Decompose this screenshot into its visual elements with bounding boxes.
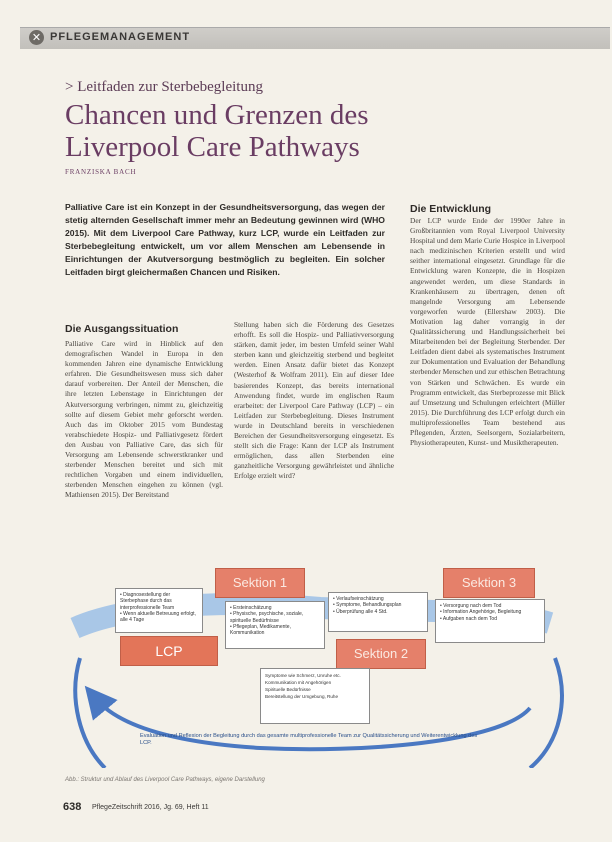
right-arrow bbox=[530, 658, 562, 768]
section-label: PFLEGEMANAGEMENT bbox=[50, 31, 191, 43]
section-3-badge: Sektion 3 bbox=[443, 568, 535, 598]
column-3-text: Der LCP wurde Ende der 1990er Jahre in Großbritannien vom Royal Liverpool University Hospital und dem Marie Curie Hospice in Liverpool nach medizinischen Kriterien erstellt und wird seither international eingesetzt. Grundlage für die Entwicklung waren Konzepte, die in Hospizen angewendet werden, um diese Standards in Krankenhäusern zu übertragen, denen oft mangelnde Versorgung am Lebensende vorgeworfen wurde (Ellershaw 2003). Die Motivation lag daher vorrangig in der Qualitätssicherung und Handlungssicherheit bei Mitarbeitenden bei der Begleitung Sterbender. Der Leitfaden dient dabei als systematisches Instrument zur Dokumentation und Evaluation der Behandlung sterbender Menschen und zur ethischen Betrachtung von Stärken und Schwächen. Es wurde ein Programm entwickelt, das Sterbeprozesse mit Blick auf Umsetzung und Schulungen erleichtert (Müller 2015). Die Durchführung des LCP erfolgt durch ein multiprofessionelles Team bestehend aus Pflegenden, Ärzten, Seelsorgern, Sozialarbeitern, Physiotherapeuten, Kunst- und Musiktherapeuten. bbox=[410, 216, 565, 448]
x-circle-icon: ✕ bbox=[29, 30, 44, 45]
legend-item: Bereitstellung der Umgebung, Ruhe bbox=[265, 694, 339, 699]
title-line-1: Chancen und Grenzen des bbox=[65, 99, 369, 131]
lcp-badge: LCP bbox=[120, 636, 218, 666]
box-diagnose: • Diagnosestellung der Sterbephase durch das interprofessionelle Team • Wenn aktuelle Betreuung erfolgt, alle 4 Tage bbox=[115, 588, 203, 633]
author-byline: FRANZISKA BACH bbox=[65, 168, 137, 176]
page-number: 638 bbox=[63, 801, 82, 813]
left-arrow bbox=[75, 658, 105, 768]
article-kicker: > Leitfaden zur Sterbebegleitung bbox=[65, 79, 263, 95]
lcp-diagram bbox=[60, 568, 570, 768]
legend-item: Kommunikation mit Angehörigen bbox=[265, 680, 332, 685]
journal-info: PflegeZeitschrift 2016, Jg. 69, Heft 11 bbox=[92, 804, 209, 811]
legend-item: Symptome wie Schmerz, Unruhe etc. bbox=[265, 673, 341, 678]
box-versorgung-nach-tod: • Versorgung nach dem Tod • Information Angehörige, Begleitung • Aufgaben nach dem Tod bbox=[435, 599, 545, 643]
box-verlaufseinschaetzung: • Verlaufseinschätzung • Symptome, Behandlungsplan • Überprüfung alle 4 Std. bbox=[328, 592, 428, 632]
column-1-text: Palliative Care wird in Hinblick auf den demografischen Wandel in Europa in den kommenden Jahren eine dynamische Entwicklung erfahren. Die Gesundheitswesen muss sich daher darauf vorbereiten. Der Anteil der Menschen, die ihre letzten Lebenstage in Einrichtungen der Akutversorgung verbringen, nimmt zu, gleichzeitig sollte auf diesem Gebiet mehr geforscht werden. Auch das im Oktober 2015 vom Bundestag verabschiedete Hospiz- und Palliativgesetz fördert den Ausbau von Palliative Care, das sich für Versorgung am Lebensende schwerstkranker und sterbender Menschen bereitet und sich mit rechtlichen Vorgaben und einem individuellen, sterbenden Menschen eingehen zu können (vgl. Mathiensen 2015). Der Bereitstand bbox=[65, 339, 223, 500]
box-ersteinschaetzung: • Ersteinschätzung • Physische, psychische, soziale, spirituelle Bedürfnisse • Pflegeplan, Medikamente, Kommunikation bbox=[225, 601, 325, 649]
article-title bbox=[65, 99, 565, 163]
lead-paragraph: Palliative Care ist ein Konzept in der Gesundheitsversorgung, das wegen der stetig alternden Gesellschaft immer mehr an Bedeutung gewinnen wird (WHO 2015). Mit dem Liverpool Care Pathway, kurz LCP, wurde ein Leitfaden zur Sterbebegleitung entwickelt, um vor allem Menschen am Lebensende in Einrichtungen der Akutversorgung bestmöglich zu begleiten. Ein solcher Leitfaden birgt gleichermaßen Chancen und Risiken. bbox=[65, 202, 385, 277]
figure-caption: Abb.: Struktur und Ablauf des Liverpool Care Pathways, eigene Darstellung bbox=[65, 777, 265, 783]
legend-item: Spirituelle Bedürfnisse bbox=[265, 687, 311, 692]
legend-box bbox=[260, 668, 370, 724]
evaluation-text: Evaluation und Reflexion der Begleitung durch das gesamte multiprofessionelle Team zur Qualitätssicherung und Weiterentwicklung des LCP. bbox=[140, 733, 478, 747]
section-2-badge: Sektion 2 bbox=[336, 639, 426, 669]
column-2-text: Stellung haben sich die Förderung des Gesetzes erhofft. Es soll die Hospiz- und Palliativversorgung stärken, damit jeder, im besten Umfeld seiner Wahl sterben kann und gleichzeitig sterbend und begleitet werden. Einen Ansatz dafür bietet das Konzept (Westerhof & Wolfram 2011). Ein auf dieser Idee basierendes Konzept, das bereits international Anwendung findet, wurde im englischen Raum erarbeitet: der Liverpool Care Pathway (LCP) – ein Leitfaden zur Sterbebegleitung. Dieses Instrument wurde in Deutschland bereits in verschiedenen Bereichen der Gesundheitsversorgung eingesetzt. Es stellt sich die Frage: Kann der LCP als Instrument ermöglichen, dass allen Sterbenden eine ganzheitliche Versorgung gewährleistet und ähnliche Erfolge erzielt wird? bbox=[234, 320, 394, 481]
heading-entwicklung: Die Entwicklung bbox=[410, 203, 492, 215]
heading-ausgangssituation: Die Ausgangssituation bbox=[65, 323, 179, 335]
section-1-badge: Sektion 1 bbox=[215, 568, 305, 598]
title-line-2: Liverpool Care Pathways bbox=[65, 131, 360, 163]
